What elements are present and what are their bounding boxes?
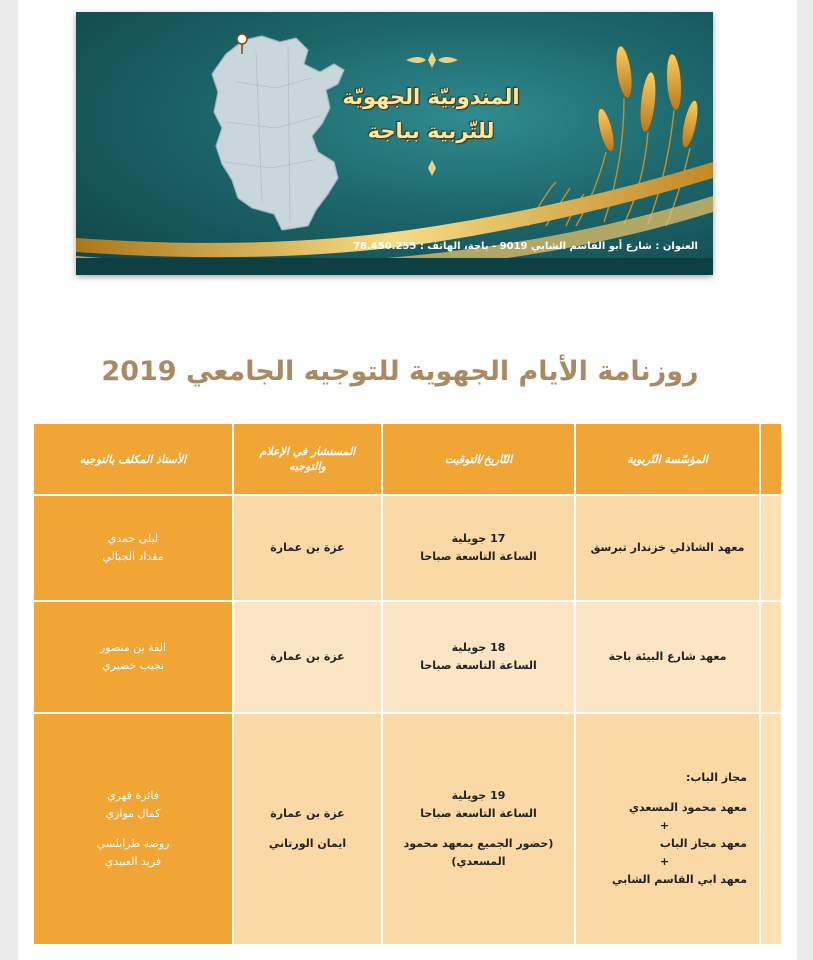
header-date-time: التّاريخ/التوقيت <box>382 423 575 495</box>
teacher-name: كمال موازي <box>105 807 161 820</box>
institution-name: معهد ابي القاسم الشابي <box>611 873 747 886</box>
plus-sign: + <box>659 855 670 868</box>
institution-block <box>582 769 753 889</box>
date-text: 17 جويلية <box>451 532 506 545</box>
row-edge-cell <box>760 495 782 601</box>
time-text: الساعة التاسعة صباحا <box>420 659 537 672</box>
date-text: 19 جويلية <box>451 789 506 802</box>
teacher-name: ليلى حمدي <box>107 532 159 545</box>
institution-name: معهد الشاذلي خزندار تبرسق <box>590 541 745 554</box>
banner-title <box>326 80 536 148</box>
header-institution: المؤسّسة التّربوية <box>575 423 760 495</box>
header-counselor: المستشار في الإعلام والتوجيه <box>233 423 382 495</box>
header-teachers: الأستاذ المكلف بالتوجيه <box>33 423 233 495</box>
table-row <box>33 713 782 945</box>
counselor-name: عزة بن عمارة <box>270 541 345 554</box>
counselor-name: ايمان الورتاني <box>268 837 347 850</box>
plus-sign: + <box>659 819 670 832</box>
table-header-row <box>33 423 782 495</box>
teacher-name: فريد العبيدي <box>104 855 162 868</box>
table-row <box>33 495 782 601</box>
row-edge-cell <box>760 601 782 713</box>
header-banner <box>76 12 713 275</box>
teachers-cell <box>33 601 233 713</box>
document-title: روزنامة الأيام الجهوية للتوجيه الجامعي 2019 <box>101 356 699 387</box>
counselor-cell <box>233 713 382 945</box>
institution-name: معهد شارع البيئة باجة <box>608 650 727 663</box>
teachers-cell <box>33 495 233 601</box>
note-text: (حضور الجميع بمعهد محمود المسعدي) <box>403 837 554 868</box>
row-edge-cell <box>760 713 782 945</box>
banner-title-line1: المندوبيّة الجهويّة <box>342 85 520 109</box>
date-cell <box>382 495 575 601</box>
teacher-name: فائزة فهري <box>106 789 159 802</box>
header-edge-cell <box>760 423 782 495</box>
teacher-name: مقداد الجبالي <box>102 550 164 563</box>
institution-region: مجاز الباب: <box>685 771 747 784</box>
counselor-name: عزة بن عمارة <box>270 807 345 820</box>
date-text: 18 جويلية <box>451 641 506 654</box>
institution-name: معهد مجاز الباب <box>659 837 747 850</box>
institution-name: معهد محمود المسعدي <box>628 801 747 814</box>
institution-cell <box>575 713 760 945</box>
page-edge-left <box>0 0 18 960</box>
banner-title-line2: للتّربية بباجة <box>367 119 495 143</box>
teacher-name: الفة بن منصور <box>99 641 167 654</box>
banner-address: العنوان : شارع أبو القاسم الشابي 9019 - باجة، الهاتف : 78.450.255 <box>353 241 698 252</box>
teacher-name: نجيب خضيري <box>101 659 165 672</box>
institution-cell <box>575 601 760 713</box>
table-row <box>33 601 782 713</box>
teachers-cell <box>33 713 233 945</box>
counselor-cell <box>233 495 382 601</box>
counselor-name: عزة بن عمارة <box>270 650 345 663</box>
schedule-table <box>32 422 783 946</box>
date-cell <box>382 713 575 945</box>
teacher-name: روضة طرابلسي <box>96 837 170 850</box>
date-cell <box>382 601 575 713</box>
institution-cell <box>575 495 760 601</box>
map-of-tunisia <box>212 36 344 230</box>
time-text: الساعة التاسعة صباحا <box>420 550 537 563</box>
page-edge-right <box>797 0 813 960</box>
time-text: الساعة التاسعة صباحا <box>420 807 537 820</box>
counselor-cell <box>233 601 382 713</box>
